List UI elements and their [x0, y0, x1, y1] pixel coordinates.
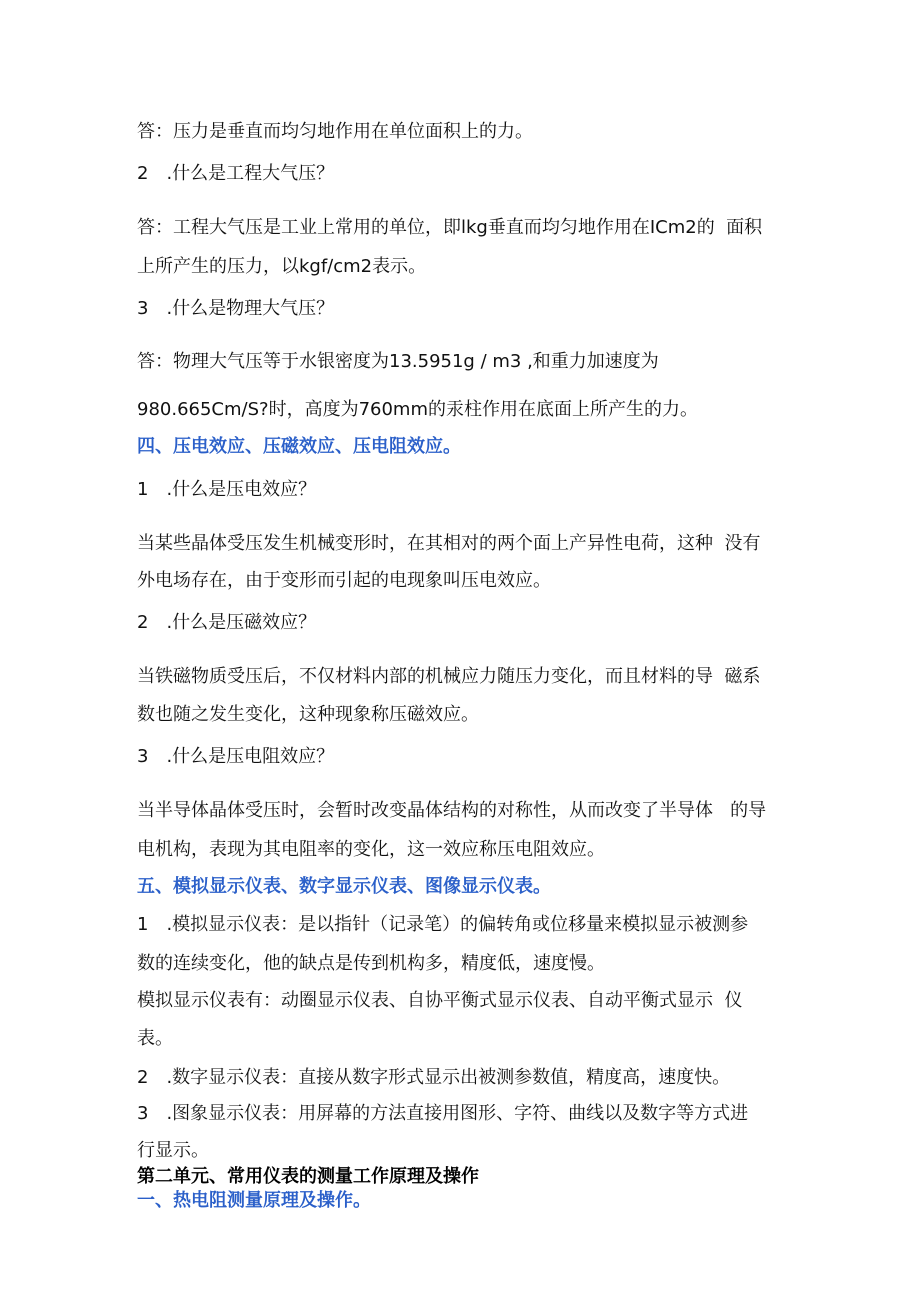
- section-heading-5: 五、模拟显示仪表、数字显示仪表、图像显示仪表。: [137, 876, 551, 897]
- answer-engineering-atm-line2: 上所产生的压力，以kgf∕cm2表示。: [137, 256, 427, 277]
- item-1-analog-line1: 1 .模拟显示仪表：是以指针（记录笔）的偏转角或位移量来模拟显示被测参: [137, 914, 749, 935]
- item-1-analog-line2: 数的连续变化，他的缺点是传到机构多，精度低，速度慢。: [137, 953, 605, 974]
- section-heading-unit2-1: 一、热电阻测量原理及操作。: [137, 1190, 371, 1211]
- answer-piezoelectric-line2: 外电场存在，由于变形而引起的电现象叫压电效应。: [137, 570, 551, 591]
- answer-piezoresistive-line2: 电机构，表现为其电阻率的变化，这一效应称压电阻效应。: [137, 839, 605, 860]
- section-heading-4: 四、压电效应、压磁效应、压电阻效应。: [137, 436, 461, 457]
- item-3-image-line2: 行显示。: [137, 1140, 209, 1161]
- question-3-physical-atm: 3 .什么是物理大气压？: [137, 298, 335, 319]
- answer-physical-atm-line1: 答：物理大气压等于水银密度为13.5951g / m3 ,和重力加速度为: [137, 351, 659, 372]
- answer-piezoresistive-line1: 当半导体晶体受压时，会暂时改变晶体结构的对称性，从而改变了半导体 的导: [137, 800, 767, 821]
- answer-piezomagnetic-line1: 当铁磁物质受压后，不仅材料内部的机械应力随压力变化，而且材料的导 磁系: [137, 666, 761, 687]
- answer-piezomagnetic-line2: 数也随之发生变化，这种现象称压磁效应。: [137, 704, 479, 725]
- question-3-piezoresistive: 3 .什么是压电阻效应？: [137, 746, 335, 767]
- answer-piezoelectric-line1: 当某些晶体受压发生机械变形时，在其相对的两个面上产异性电荷，这种 没有: [137, 533, 761, 554]
- analog-types-line2: 表。: [137, 1028, 173, 1049]
- analog-types-line1: 模拟显示仪表有：动圈显示仪表、自协平衡式显示仪表、自动平衡式显示 仪: [137, 990, 743, 1011]
- question-2-piezomagnetic: 2 .什么是压磁效应？: [137, 612, 317, 633]
- question-2-engineering-atm: 2 .什么是工程大气压？: [137, 163, 335, 184]
- answer-engineering-atm-line1: 答：工程大气压是工业上常用的单位，即lkg垂直而均匀地作用在ICm2的 面积: [137, 217, 763, 238]
- unit-2-heading: 第二单元、常用仪表的测量工作原理及操作: [137, 1166, 479, 1187]
- item-2-digital: 2 .数字显示仪表：直接从数字形式显示出被测参数值，精度高，速度快。: [137, 1067, 731, 1088]
- question-1-piezoelectric: 1 .什么是压电效应？: [137, 479, 317, 500]
- answer-physical-atm-line2: 980.665Cm/S?时，高度为760mm的汞柱作用在底面上所产生的力。: [137, 399, 699, 420]
- answer-pressure: 答：压力是垂直而均匀地作用在单位面积上的力。: [137, 121, 533, 142]
- item-3-image-line1: 3 .图象显示仪表：用屏幕的方法直接用图形、字符、曲线以及数字等方式进: [137, 1103, 749, 1124]
